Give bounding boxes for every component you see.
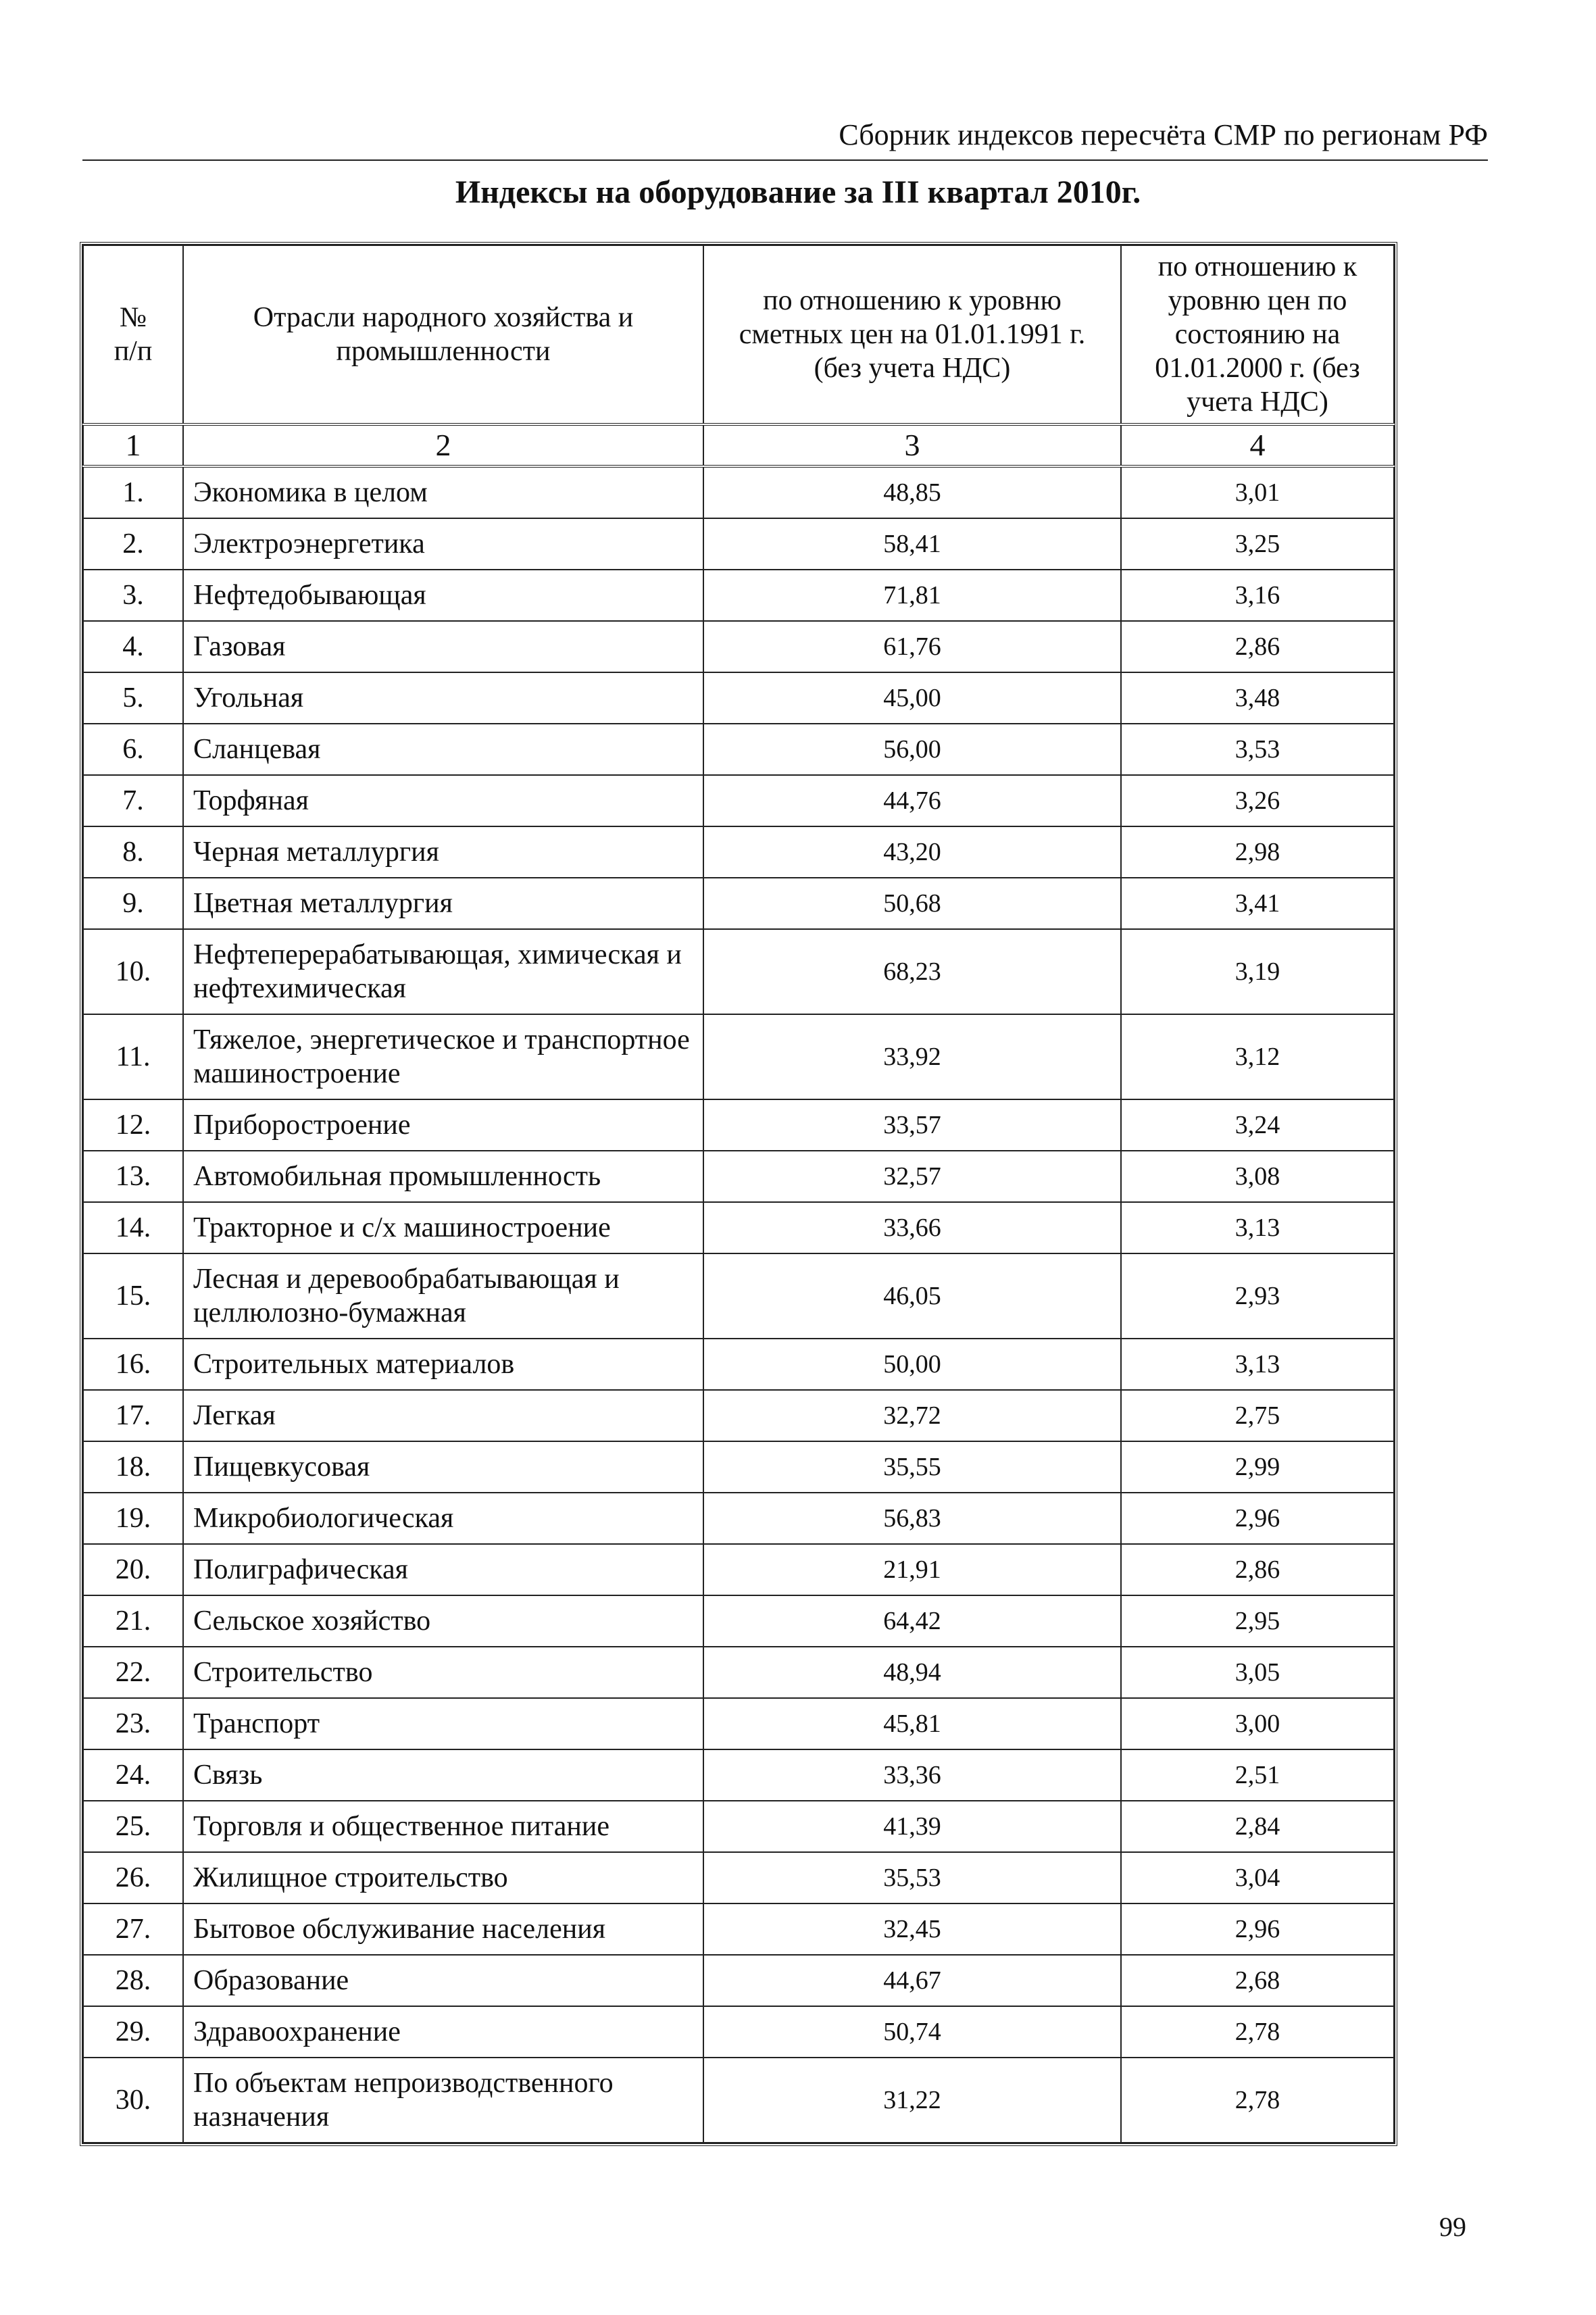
industry-name: Угольная	[183, 672, 703, 724]
table-row	[83, 466, 1394, 518]
column-header-number: № п/п	[83, 245, 183, 424]
index-2000: 3,12	[1121, 1014, 1394, 1099]
index-2000: 3,04	[1121, 1852, 1394, 1903]
industry-name: По объектам непроизводственного назначения	[183, 2058, 703, 2143]
row-number: 7.	[83, 775, 183, 826]
index-1991: 33,92	[703, 1014, 1121, 1099]
index-2000: 3,24	[1121, 1099, 1394, 1151]
industry-name: Здравоохранение	[183, 2006, 703, 2058]
index-1991: 46,05	[703, 1253, 1121, 1339]
table-row	[83, 1441, 1394, 1493]
index-2000: 3,05	[1121, 1647, 1394, 1698]
index-2000: 2,78	[1121, 2006, 1394, 2058]
industry-name: Газовая	[183, 621, 703, 672]
table-row	[83, 672, 1394, 724]
row-number: 24.	[83, 1749, 183, 1801]
index-2000: 2,98	[1121, 826, 1394, 878]
industry-name: Черная металлургия	[183, 826, 703, 878]
industry-name: Сельское хозяйство	[183, 1595, 703, 1647]
index-1991: 68,23	[703, 929, 1121, 1014]
index-1991: 32,57	[703, 1151, 1121, 1202]
column-number: 2	[183, 424, 703, 466]
row-number: 5.	[83, 672, 183, 724]
index-2000: 2,96	[1121, 1903, 1394, 1955]
industry-name: Торфяная	[183, 775, 703, 826]
industry-name: Микробиологическая	[183, 1493, 703, 1544]
table-row	[83, 621, 1394, 672]
row-number: 26.	[83, 1852, 183, 1903]
table-row	[83, 724, 1394, 775]
index-1991: 48,85	[703, 466, 1121, 518]
index-1991: 56,83	[703, 1493, 1121, 1544]
row-number: 2.	[83, 518, 183, 570]
row-number: 15.	[83, 1253, 183, 1339]
index-2000: 3,13	[1121, 1339, 1394, 1390]
index-1991: 43,20	[703, 826, 1121, 878]
column-header-1991: по отношению к уровню сметных цен на 01.01.1991 г. (без учета НДС)	[703, 245, 1121, 424]
industry-name: Лесная и деревообрабатывающая и целлюлозно-бумажная	[183, 1253, 703, 1339]
index-2000: 2,95	[1121, 1595, 1394, 1647]
table-row	[83, 2058, 1394, 2143]
index-1991: 48,94	[703, 1647, 1121, 1698]
table-row	[83, 1390, 1394, 1441]
table-row	[83, 1493, 1394, 1544]
table-row	[83, 1544, 1394, 1595]
row-number: 16.	[83, 1339, 183, 1390]
row-number: 11.	[83, 1014, 183, 1099]
table-row	[83, 1339, 1394, 1390]
table-row	[83, 1903, 1394, 1955]
table-row	[83, 570, 1394, 621]
row-number: 28.	[83, 1955, 183, 2006]
table-row	[83, 1801, 1394, 1852]
index-2000: 2,84	[1121, 1801, 1394, 1852]
index-2000: 3,25	[1121, 518, 1394, 570]
index-2000: 2,75	[1121, 1390, 1394, 1441]
industry-name: Экономика в целом	[183, 466, 703, 518]
index-1991: 64,42	[703, 1595, 1121, 1647]
table-row	[83, 1852, 1394, 1903]
table-row	[83, 1595, 1394, 1647]
industry-name: Приборостроение	[183, 1099, 703, 1151]
column-number: 4	[1121, 424, 1394, 466]
table-row	[83, 1151, 1394, 1202]
index-1991: 32,72	[703, 1390, 1121, 1441]
row-number: 14.	[83, 1202, 183, 1253]
page-title: Индексы на оборудование за III квартал 2010г.	[455, 174, 1141, 210]
index-2000: 3,48	[1121, 672, 1394, 724]
industry-name: Легкая	[183, 1390, 703, 1441]
page-number: 99	[1439, 2212, 1466, 2242]
index-1991: 50,68	[703, 878, 1121, 929]
index-2000: 2,86	[1121, 621, 1394, 672]
column-number: 3	[703, 424, 1121, 466]
column-header-2000: по отношению к уровню цен по состоянию на 01.01.2000 г. (без учета НДС)	[1121, 245, 1394, 424]
industry-name: Сланцевая	[183, 724, 703, 775]
row-number: 23.	[83, 1698, 183, 1749]
index-1991: 45,00	[703, 672, 1121, 724]
row-number: 6.	[83, 724, 183, 775]
index-1991: 61,76	[703, 621, 1121, 672]
industry-name: Автомобильная промышленность	[183, 1151, 703, 1202]
row-number: 8.	[83, 826, 183, 878]
industry-name: Тяжелое, энергетическое и транспортное машиностроение	[183, 1014, 703, 1099]
row-number: 17.	[83, 1390, 183, 1441]
index-2000: 3,41	[1121, 878, 1394, 929]
row-number: 20.	[83, 1544, 183, 1595]
row-number: 19.	[83, 1493, 183, 1544]
row-number: 25.	[83, 1801, 183, 1852]
index-table	[80, 242, 1397, 2146]
index-1991: 33,57	[703, 1099, 1121, 1151]
index-1991: 58,41	[703, 518, 1121, 570]
index-2000: 3,26	[1121, 775, 1394, 826]
index-1991: 33,66	[703, 1202, 1121, 1253]
table-row	[83, 1647, 1394, 1698]
row-number: 18.	[83, 1441, 183, 1493]
industry-name: Тракторное и с/х машиностроение	[183, 1202, 703, 1253]
index-2000: 2,99	[1121, 1441, 1394, 1493]
table-body	[83, 466, 1394, 2143]
industry-name: Пищевкусовая	[183, 1441, 703, 1493]
index-1991: 21,91	[703, 1544, 1121, 1595]
index-1991: 32,45	[703, 1903, 1121, 1955]
index-2000: 2,68	[1121, 1955, 1394, 2006]
table-row	[83, 878, 1394, 929]
table-row	[83, 2006, 1394, 2058]
index-1991: 35,55	[703, 1441, 1121, 1493]
industry-name: Полиграфическая	[183, 1544, 703, 1595]
index-2000: 3,19	[1121, 929, 1394, 1014]
table-row	[83, 1014, 1394, 1099]
index-2000: 3,08	[1121, 1151, 1394, 1202]
index-1991: 50,74	[703, 2006, 1121, 2058]
row-number: 12.	[83, 1099, 183, 1151]
table-row	[83, 775, 1394, 826]
table-row	[83, 1955, 1394, 2006]
index-1991: 41,39	[703, 1801, 1121, 1852]
index-1991: 31,22	[703, 2058, 1121, 2143]
column-number: 1	[83, 424, 183, 466]
index-1991: 56,00	[703, 724, 1121, 775]
index-2000: 3,01	[1121, 466, 1394, 518]
index-2000: 2,51	[1121, 1749, 1394, 1801]
index-2000: 3,13	[1121, 1202, 1394, 1253]
row-number: 21.	[83, 1595, 183, 1647]
index-2000: 3,53	[1121, 724, 1394, 775]
industry-name: Транспорт	[183, 1698, 703, 1749]
row-number: 22.	[83, 1647, 183, 1698]
row-number: 29.	[83, 2006, 183, 2058]
row-number: 10.	[83, 929, 183, 1014]
table-row	[83, 929, 1394, 1014]
industry-name: Жилищное строительство	[183, 1852, 703, 1903]
index-2000: 2,96	[1121, 1493, 1394, 1544]
row-number: 9.	[83, 878, 183, 929]
index-1991: 35,53	[703, 1852, 1121, 1903]
industry-name: Электроэнергетика	[183, 518, 703, 570]
table-row	[83, 826, 1394, 878]
row-number: 4.	[83, 621, 183, 672]
index-2000: 3,16	[1121, 570, 1394, 621]
industry-name: Нефтеперерабатывающая, химическая и нефтехимическая	[183, 929, 703, 1014]
row-number: 13.	[83, 1151, 183, 1202]
table-row	[83, 1202, 1394, 1253]
index-1991: 44,76	[703, 775, 1121, 826]
index-2000: 2,86	[1121, 1544, 1394, 1595]
row-number: 1.	[83, 466, 183, 518]
index-2000: 2,78	[1121, 2058, 1394, 2143]
index-1991: 45,81	[703, 1698, 1121, 1749]
index-2000: 2,93	[1121, 1253, 1394, 1339]
table-row	[83, 518, 1394, 570]
index-1991: 44,67	[703, 1955, 1121, 2006]
table-row	[83, 1253, 1394, 1339]
industry-name: Строительство	[183, 1647, 703, 1698]
industry-name: Связь	[183, 1749, 703, 1801]
industry-name: Нефтедобывающая	[183, 570, 703, 621]
index-1991: 50,00	[703, 1339, 1121, 1390]
industry-name: Торговля и общественное питание	[183, 1801, 703, 1852]
row-number: 30.	[83, 2058, 183, 2143]
industry-name: Строительных материалов	[183, 1339, 703, 1390]
table-row	[83, 1099, 1394, 1151]
index-1991: 71,81	[703, 570, 1121, 621]
index-2000: 3,00	[1121, 1698, 1394, 1749]
table-row	[83, 1698, 1394, 1749]
industry-name: Бытовое обслуживание населения	[183, 1903, 703, 1955]
row-number: 3.	[83, 570, 183, 621]
industry-name: Цветная металлургия	[183, 878, 703, 929]
running-header: Сборник индексов пересчёта СМР по регионам РФ	[82, 115, 1488, 161]
table-row	[83, 1749, 1394, 1801]
row-number: 27.	[83, 1903, 183, 1955]
industry-name: Образование	[183, 1955, 703, 2006]
index-1991: 33,36	[703, 1749, 1121, 1801]
column-header-industry: Отрасли народного хозяйства и промышленности	[183, 245, 703, 424]
